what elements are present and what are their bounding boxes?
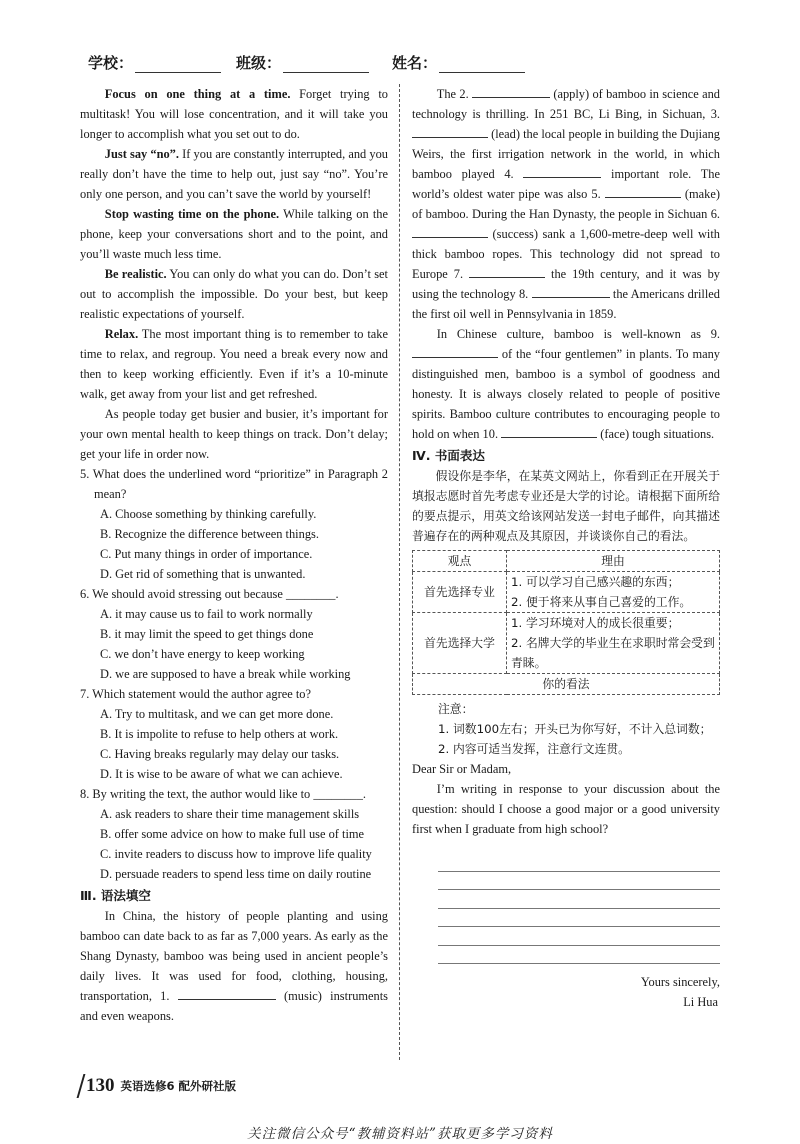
name-blank[interactable] [439,55,525,73]
right-column [412,84,720,1012]
blank-4[interactable] [523,164,601,178]
question-8 [80,784,388,884]
tip-paragraph [80,264,388,324]
reason-item: 2. 名牌大学的毕业生在求职时常会受到青睐。 [511,636,715,670]
page-number: 130 [86,1075,115,1096]
tip-heading: Relax. [104,327,139,341]
option[interactable]: B. Recognize the difference between things. [100,527,319,541]
blank-6[interactable] [412,224,488,238]
points-table [412,550,720,695]
writing-area[interactable] [438,853,720,964]
your-view-cell: 你的看法 [413,674,720,695]
tip-text: Forget trying to multitask! You will lose concentration, and it will take you longer to accomplish what you set out to do. [80,87,388,141]
name-label: 姓名： [392,54,438,72]
tip-paragraph [80,144,388,204]
page-slash-mark [77,1074,86,1098]
option[interactable]: D. It is wise to be aware of what we can achieve. [100,767,343,781]
school-field [88,52,221,73]
writing-line[interactable] [438,890,720,909]
writing-line[interactable] [438,872,720,891]
student-info-header [80,52,720,78]
question-stem: 6. We should avoid stressing out because ________. [80,587,339,601]
option[interactable]: D. we are supposed to have a break while working [100,667,351,681]
writing-line[interactable] [438,946,720,965]
reason-cell [507,613,720,674]
passage-text: the 19th century, and it was by using the technology 8. [412,267,720,301]
tip-heading: Focus on one thing at a time. [104,87,291,101]
notes-title: 注意： [438,702,474,716]
passage-text: (lead) the local people in building the Dujiang Weirs, the first irrigation network in the world, in which bamboo played 4. [412,127,720,181]
tip-heading: Just say “no”. [104,147,179,161]
school-blank[interactable] [135,55,221,73]
class-blank[interactable] [283,55,369,73]
reason-item: 1. 可以学习自己感兴趣的东西； [511,575,680,589]
option[interactable]: A. it may cause us to fail to work normally [100,607,313,621]
passage-text: the Americans drilled the first oil well in Pennsylvania in 1859. [412,287,720,321]
question-5 [80,464,388,584]
salutation: Dear Sir or Madam, [412,762,512,776]
book-title: 英语选修6 配外研社版 [120,1079,237,1093]
blank-7[interactable] [469,264,545,278]
tip-text: While talking on the phone, keep your conversations short and to the point, and you’ll waste much less time. [80,207,388,261]
passage-text: (make) of bamboo. During the Han Dynasty, the people in Sichuan 6. [412,187,720,221]
name-field [392,52,525,73]
class-field [236,52,369,73]
blank-5[interactable] [605,184,681,198]
passage-text: important role. The world’s oldest water pipe was also 5. [412,167,720,201]
passage-text: of the “four gentlemen” in plants. To many distinguished men, bamboo is a symbol of goodness and honesty. It is always closely related to people of positive spirits. Bamboo culture contributes to encouraging people to hold on when 10. [412,347,720,441]
table-header-reason: 理由 [507,551,720,572]
view-cell: 首先选择大学 [413,613,507,674]
grammar-paragraph-1 [80,906,388,1026]
blank-9[interactable] [412,344,498,358]
reading-closing: As people today get busier and busier, it’s important for your own mental health to keep things on track. Don’t delay; get your life in order now. [80,407,388,461]
table-row [413,572,720,613]
option[interactable]: B. offer some advice on how to make full use of time [100,827,365,841]
passage-text: (success) sank a 1,600-metre-deep well with thick bamboo ropes. This technology did not spread to Europe 7. [412,227,720,281]
passage-text: The 2. [436,87,469,101]
section-3-title: Ⅲ. 语法填空 [80,888,151,903]
option[interactable]: C. we don’t have energy to keep working [100,647,305,661]
option[interactable]: C. invite readers to discuss how to improve life quality [100,847,372,861]
question-7 [80,684,388,784]
option[interactable]: B. It is impolite to refuse to help others at work. [100,727,339,741]
passage-text: In China, the history of people planting and using bamboo can date back to as far as 7,000 years. As early as the Shang Dynasty, bamboo was being used in ancient people’s daily lives. It was used for food, clothing, housing, transportation, 1. [80,909,388,1003]
writing-line[interactable] [438,927,720,946]
tip-heading: Be realistic. [104,267,167,281]
page-footer [80,1074,236,1098]
grammar-paragraph-2 [412,84,720,324]
option[interactable]: A. Choose something by thinking carefully. [100,507,317,521]
section-4-title: Ⅳ. 书面表达 [412,448,485,463]
option[interactable]: C. Put many things in order of importance. [100,547,313,561]
option[interactable]: A. ask readers to share their time management skills [100,807,360,821]
class-label: 班级： [236,54,282,72]
table-header-view: 观点 [413,551,507,572]
reason-cell [507,572,720,613]
passage-text: In Chinese culture, bamboo is well-known as 9. [436,327,720,341]
note-item: 2. 内容可适当发挥，注意行文连贯。 [438,742,630,756]
option[interactable]: B. it may limit the speed to get things done [100,627,314,641]
reason-item: 2. 便于将来从事自己喜爱的工作。 [511,595,692,609]
tip-heading: Stop wasting time on the phone. [104,207,280,221]
passage-text: (apply) of bamboo in science and technology is thrilling. In 251 BC, Li Bing, in Sichuan, 3. [412,87,720,121]
passage-text: (music) instruments and even weapons. [80,989,388,1023]
column-divider [399,84,400,1060]
tip-paragraph [80,84,388,144]
tip-paragraph [80,324,388,404]
watermark-text: 关注微信公众号“教辅资料站”获取更多学习资料 [247,1126,553,1142]
question-stem: 8. By writing the text, the author would like to ________. [80,787,366,801]
writing-line[interactable] [438,853,720,872]
passage-text: (face) tough situations. [600,427,715,441]
blank-8[interactable] [532,284,610,298]
option[interactable]: A. Try to multitask, and we can get more done. [100,707,334,721]
option[interactable]: C. Having breaks regularly may delay our tasks. [100,747,340,761]
question-stem: 5. What does the underlined word “prioritize” in Paragraph 2 mean? [80,467,388,501]
blank-1[interactable] [178,986,276,1000]
grammar-paragraph-3 [412,324,720,444]
tip-paragraph [80,204,388,264]
question-stem: 7. Which statement would the author agree to? [80,687,311,701]
left-column [80,84,388,1026]
letter-opening: I’m writing in response to your discussion about the question: should I choose a good major or a good university first when I graduate from high school? [412,782,720,836]
tip-text: The most important thing is to remember to take time to relax, and regroup. You need a break every now and then to keep working efficiently. Even if it’s a 10-minute walk, get away from your list and get refreshed. [80,327,388,401]
tip-text: You can only do what you can do. Don’t set out to accomplish the impossible. Do your best, but keep realistic expectations of yourself. [80,267,388,321]
view-cell: 首先选择专业 [413,572,507,613]
writing-prompt: 假设你是李华，在某英文网站上，你看到正在开展关于填报志愿时首先考虑专业还是大学的讨论。请根据下面所给的要点提示，用英文给该网站发送一封电子邮件，向其描述普遍存在的两种观点及其原因，并谈谈你自己的看法。 [412,469,720,543]
blank-10[interactable] [501,424,597,438]
blank-3[interactable] [412,124,488,138]
tip-text: If you are constantly interrupted, and you really don’t have the time to help out, just say “no”. You’re only one person, and you can’t save the world by yourself! [80,147,388,201]
note-item: 1. 词数100左右；开头已为你写好，不计入总词数； [438,722,712,736]
blank-2[interactable] [472,84,550,98]
option[interactable]: D. Get rid of something that is unwanted. [100,567,306,581]
writing-line[interactable] [438,909,720,928]
reason-item: 1. 学习环境对人的成长很重要； [511,616,680,630]
option[interactable]: D. persuade readers to spend less time on daily routine [100,867,372,881]
school-label: 学校： [88,54,134,72]
question-6 [80,584,388,684]
letter-closing: Yours sincerely, [640,975,720,989]
letter-signature: Li Hua [683,995,718,1009]
table-row [413,613,720,674]
